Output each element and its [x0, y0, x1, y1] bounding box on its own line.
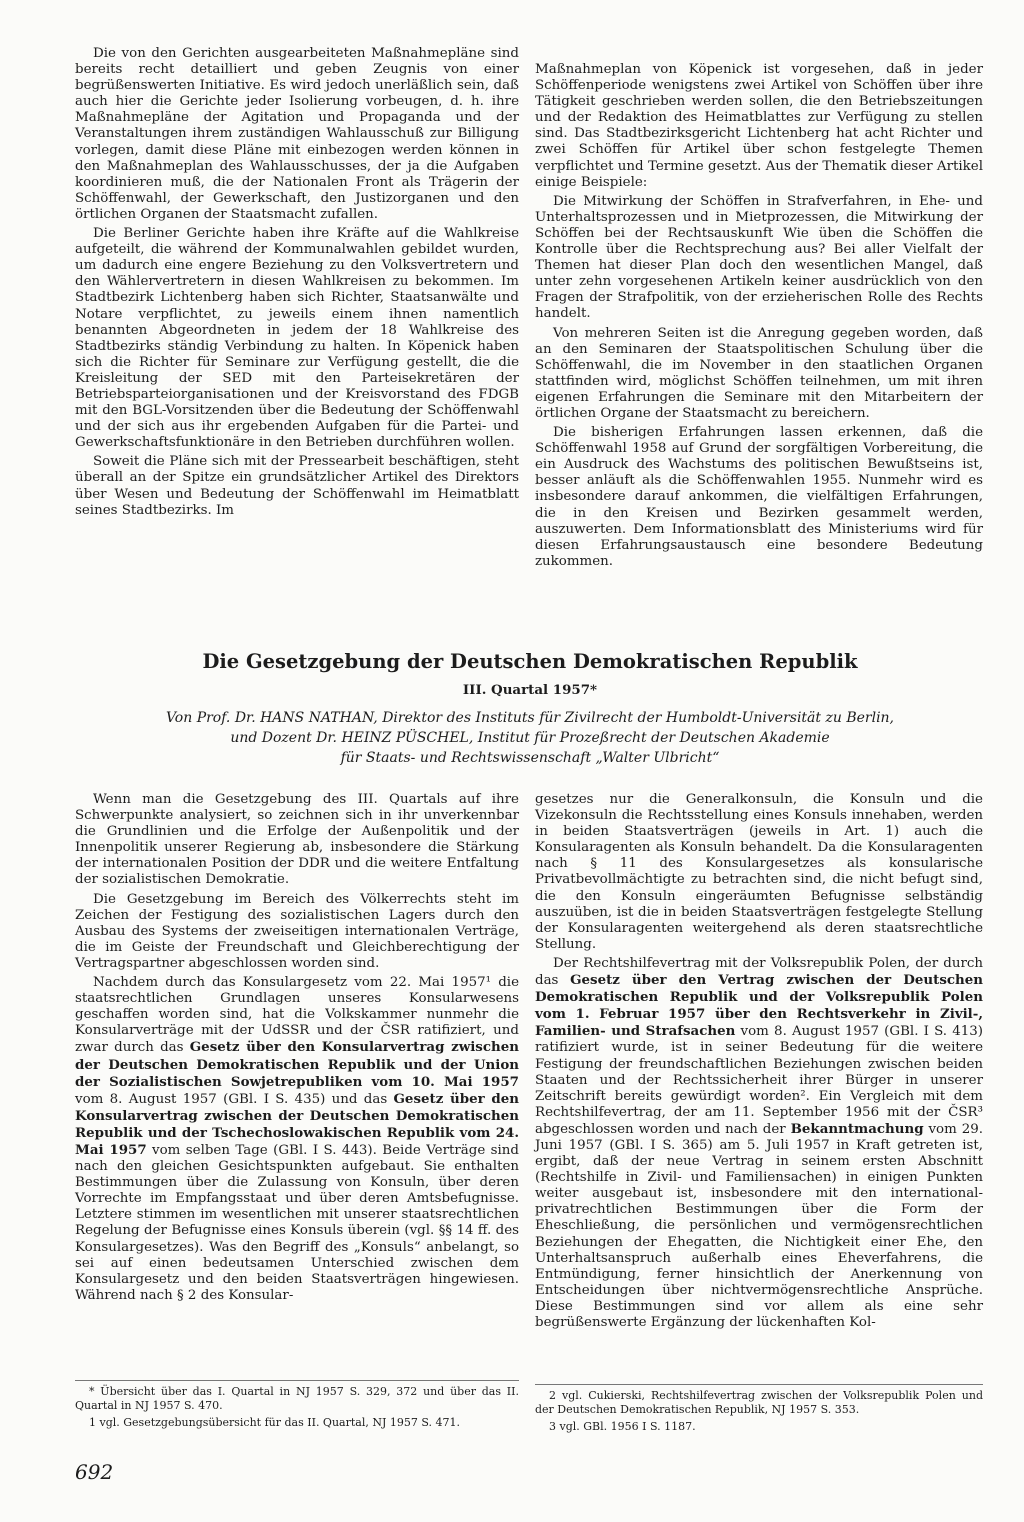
text-run: Der Rechtshilfevertrag mit der Volksrepublik Polen, der durch das: [535, 955, 983, 989]
law-title: Gesetz über den Konsularvertrag zwischen der Deutschen Demokratischen Republik und der Tschechoslowakischen Republik vom 24. Mai 1957: [75, 1090, 520, 1158]
paragraph: Soweit die Pläne sich mit der Pressearbeit beschäftigen, steht überall an der Spitze ein grundsätzlicher Artikel des Direktors über Wesen und Bedeutung der Schöffenwahl im Heimatblatt seines Stadtbezirks. Im: [75, 454, 519, 518]
law-title: Gesetz über den Konsularvertrag zwischen der Deutschen Demokratischen Republik und der Union der Sozialistischen Sowjetrepubliken vom 10. Mai 1957: [75, 1039, 519, 1090]
authors-line: und Dozent Dr. HEINZ PÜSCHEL, Institut für Prozeßrecht der Deutschen Akademie: [230, 730, 830, 746]
authors-line: Von Prof. Dr. HANS NATHAN, Direktor des Instituts für Zivilrecht der Humboldt-Universität zu Berlin,: [165, 710, 895, 726]
top-left-column: [75, 46, 519, 522]
paragraph: Die bisherigen Erfahrungen lassen erkennen, daß die Schöffenwahl 1958 auf Grund der sorgfältigen Vorbereitung, die ein Ausdruck des Wachstums des politischen Bewußtseins ist, besser anläuft als die Schöffenwahlen 1955. Nunmehr wird es insbesondere darauf ankommen, die vielfältigen Erfahrungen, die in den Kreisen und Bezirken gesammelt werden, auszuwerten. Dem Informationsblatt des Ministeriums wird für diesen Erfahrungsaustausch eine besondere Bedeutung zukommen.: [535, 425, 983, 569]
article-authors: [60, 708, 1000, 768]
paragraph-continuation: Maßnahmeplan von Köpenick ist vorgesehen, daß in jeder Schöffenperiode wenigstens zwei Artikel von Schöffen über ihre Tätigkeit geschrieben werden sollen, die den Betriebszeitungen und der Redaktion des Heimatblattes zur Verfügung zu stellen sind. Das Stadtbezirksgericht Lichtenberg hat acht Richter und zwei Schöffen für Artikel über schon festgelegte Themen verpflichtet und Termine gesetzt. Aus der Thematik dieser Artikel einige Beispiele:: [535, 62, 983, 190]
paragraph: [535, 956, 983, 1331]
paragraph: Von mehreren Seiten ist die Anregung gegeben worden, daß an den Seminaren der Staatspolitischen Schulung über die Schöffenwahl, die im November in den staatlichen Organen stattfinden wird, möglichst Schöffen teilnehmen, um mit ihren eigenen Erfahrungen die Seminare mit den Mitarbeitern der örtlichen Organe der Staatsmacht zu bereichern.: [535, 325, 983, 421]
text-run: vom 29. Juni 1957 (GBl. I S. 365) am 5. Juli 1957 in Kraft getreten ist, ergibt, daß der neue Vertrag in seinem ersten Abschnitt (Rechtshilfe in Zivil- und Familiensachen) in einigen Punkten weiter ausgebaut ist, insbesondere mit den international-privatrechtlichen Bestimmungen über die Form der Eheschließung, die persönlichen und vermögensrechtlichen Beziehungen der Ehegatten, die Nichtigkeit einer Ehe, den Unterhaltsanspruch außerhalb eines Eheverfahrens, die Entmündigung, ferner hinsichtlich der Anerkennung von Entscheidungen über nichtvermögensrechtliche Ansprüche. Diese Bestimmungen sind vor allem als eine sehr begrüßenswerte Ergänzung der lückenhaften Kol-: [535, 1121, 983, 1330]
footnote: * Übersicht über das I. Quartal in NJ 1957 S. 329, 372 und über das II. Quartal in NJ 1957 S. 470.: [75, 1385, 519, 1412]
authors-line: für Staats- und Rechtswissenschaft „Walter Ulbricht“: [340, 750, 720, 766]
text-run: vom selben Tage (GBl. I S. 443). Beide Verträge sind nach den gleichen Gesichtspunkten aufgebaut. Sie enthalten Bestimmungen über die Zulassung von Konsuln, über deren Vorrechte im Empfangsstaat und über deren Amtsbefugnisse. Letztere stimmen im wesentlichen mit unserer staatsrechtlichen Regelung der Befugnisse eines Konsuls überein (vgl. §§ 14 ff. des Konsulargesetzes). Was den Begriff des „Konsuls“ anbelangt, so sei auf einen bedeutsamen Unterschied zwischen dem Konsulargesetz und den beiden Staatsverträgen hingewiesen. Während nach § 2 des Konsular-: [75, 1142, 519, 1303]
paragraph: Wenn man die Gesetzgebung des III. Quartals auf ihre Schwerpunkte analysiert, so zeichnen sich in ihr unverkennbar die Grundlinien und die Erfolge der Außenpolitik und der Innenpolitik unserer Regierung ab, insbesondere die Stärkung der internationalen Position der DDR und die weitere Entfaltung der sozialistischen Demokratie.: [75, 792, 519, 888]
law-title: Gesetz über den Vertrag zwischen der Deutschen Demokratischen Republik und der Volksrepublik Polen vom 1. Februar 1957 über den Rechtsverkehr in Zivil-, Familien- und Strafsachen: [535, 972, 984, 1040]
footnotes-right: [535, 1384, 983, 1437]
text-run: vom 8. August 1957 (GBl. I S. 435) und das: [75, 1091, 394, 1107]
bottom-left-column: [75, 792, 519, 1307]
paragraph: Die von den Gerichten ausgearbeiteten Maßnahmepläne sind bereits recht detailliert und geben Zeugnis von einer begrüßenswerten Initiative. Es wird jedoch unerläßlich sein, daß auch hier die Gerichte jeder Isolierung vorbeugen, d. h. ihre Maßnahmepläne der Agitation und Propaganda und der Veranstaltungen ihrem zuständigen Wahlausschuß zur Billigung vorlegen, damit diese Pläne mit einbezogen werden können in den Maßnahmeplan des Wahlausschusses, der ja die Aufgaben koordinieren muß, die der Nationalen Front als Trägerin der Schöffenwahl, der Gewerkschaft, den Justizorganen und den örtlichen Organen der Staatsmacht zufallen.: [75, 46, 519, 222]
article-title: Die Gesetzgebung der Deutschen Demokratischen Republik: [202, 650, 858, 673]
article-subtitle: III. Quartal 1957*: [462, 682, 598, 698]
paragraph: Die Berliner Gerichte haben ihre Kräfte auf die Wahlkreise aufgeteilt, die während der Kommunalwahlen gebildet wurden, um dadurch eine engere Beziehung zu den Volksvertretern und den Wählervertretern in diesen Wahlkreisen zu bekommen. Im Stadtbezirk Lichtenberg haben sich Richter, Staatsanwälte und Notare verpflichtet, zu jeweils einem ihnen namentlich benannten Abgeordneten in jedem der 18 Wahlkreise des Stadtbezirks ständig Verbindung zu halten. In Köpenick haben sich die Richter für Seminare zur Verfügung gestellt, die die Kreisleitung der SED mit den Parteisekretären der Betriebsparteiorganisationen und der Kreisvorstand des FDGB mit den BGL-Vorsitzenden über die Bedeutung der Schöffenwahl und der sich aus ihr ergebenden Aufgaben für die Partei- und Gewerkschaftsfunktionäre in den Betrieben durchführen wollen.: [75, 226, 519, 451]
footnote: 3 vgl. GBl. 1956 I S. 1187.: [549, 1420, 696, 1433]
text-run: Nachdem durch das Konsulargesetz vom 22. Mai 1957¹ die staatsrechtlichen Grundlagen unseres Konsularwesens geschaffen worden sind, hat die Volkskammer nunmehr die Konsularverträge mit der UdSSR und der ČSR ratifiziert, und zwar durch das: [75, 975, 519, 1056]
page-number: 692: [75, 1460, 114, 1484]
paragraph-continuation: gesetzes nur die Generalkonsuln, die Konsuln und die Vizekonsuln die Rechtsstellung eines Konsuls innehaben, werden in beiden Staatsverträgen (jeweils in Art. 1) auch die Konsularagenten als Konsuln behandelt. Da die Konsularagenten nach § 11 des Konsulargesetzes als konsularische Privatbevollmächtigte zu betrachten sind, die nicht befugt sind, die den Konsuln eingeräumten Befugnisse selbständig auszuüben, ist die in beiden Staatsverträgen festgelegte Stellung der Konsularagenten weitergehend als deren staatsrechtliche Stellung.: [535, 792, 983, 952]
footnote: 2 vgl. Cukierski, Rechtshilfevertrag zwischen der Volksrepublik Polen und der Deutschen Demokratischen Republik, NJ 1957 S. 353.: [535, 1389, 983, 1416]
text-run: vom 8. August 1957 (GBl. I S. 413) ratifiziert wurde, ist in seiner Bedeutung für die weitere Festigung der freundschaftlichen Beziehungen zwischen beiden Staaten und der Rechtssicherheit ihrer Bürger in unserer Zeitschrift bereits gewürdigt worden². Ein Vergleich mit dem Rechtshilfevertrag, der am 11. September 1956 mit der ČSR³ abgeschlossen worden und nach der: [535, 1024, 983, 1137]
paragraph: Die Gesetzgebung im Bereich des Völkerrechts steht im Zeichen der Festigung des sozialistischen Lagers durch den Ausbau des Systems der zweiseitigen internationalen Verträge, die im Geiste der Freundschaft und Gleichberechtigung der Vertragspartner abgeschlossen worden sind.: [75, 891, 519, 971]
footnote: 1 vgl. Gesetzgebungsübersicht für das II. Quartal, NJ 1957 S. 471.: [89, 1416, 460, 1429]
law-title: Bekanntmachung: [790, 1120, 924, 1137]
footnotes-left: [75, 1380, 519, 1433]
top-right-column: [535, 62, 983, 573]
paragraph: Die Mitwirkung der Schöffen in Strafverfahren, in Ehe- und Unterhaltsprozessen und in Mietprozessen, die Mitwirkung der Schöffen bei der Rechtsauskunft Wie üben die Schöffen die Kontrolle über die Rechtsprechung aus? Bei aller Vielfalt der Themen hat dieser Plan doch den wesentlichen Mangel, daß unter zehn vorgesehenen Artikeln keiner ausdrücklich von den Fragen der Strafpolitik, von der erzieherischen Rolle des Rechts handelt.: [535, 193, 983, 322]
bottom-right-column: [535, 792, 983, 1334]
paragraph: [75, 975, 519, 1304]
